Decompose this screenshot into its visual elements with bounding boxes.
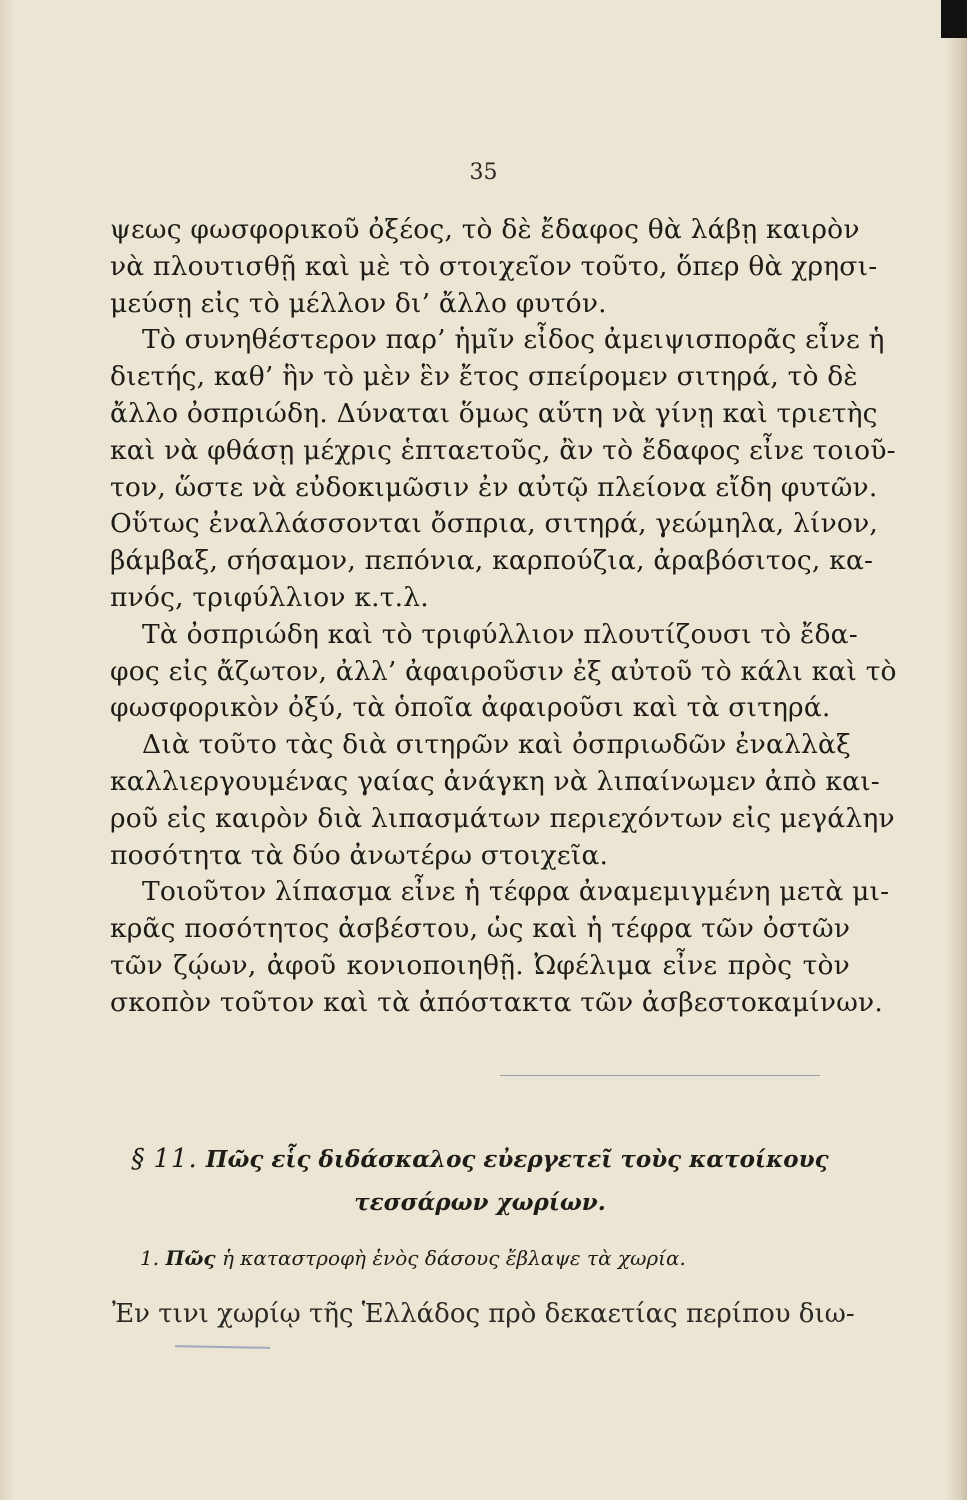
underline-mark [500,1075,820,1076]
text-line: σκοπὸν τοῦτον καὶ τὰ ἀπόστακτα τῶν ἀσβεστοκαμίνων. [110,986,883,1018]
text-line: Τὸ συνηθέστερον παρ’ ἡμῖν εἶδος ἀμειψισπορᾶς εἶνε ἡ [142,324,885,356]
text-line: Διὰ τοῦτο τὰς διὰ σιτηρῶν καὶ ὀσπριωδῶν ἐναλλὰξ [142,729,851,761]
text-line: ψεως φωσφορικοῦ ὀξέος, τὸ δὲ ἔδαφος θὰ λάβῃ καιρὸν [110,214,860,245]
text-line: κρᾶς ποσότητος ἀσβέστου, ὡς καὶ ἡ τέφρα τῶν ὀστῶν [110,913,851,945]
text-line: νὰ πλουτισθῇ καὶ μὲ τὸ στοιχεῖον τοῦτο, ὅπερ θὰ χρησι- [110,250,878,282]
text-line: καλλιεργουμένας γαίας ἀνάγκη νὰ λιπαίνωμεν ἀπὸ και- [110,765,880,797]
subsection-heading [140,1243,880,1273]
text-line: Τὰ ὀσπριώδη καὶ τὸ τριφύλλιον πλουτίζουσι τὸ ἔδα- [142,618,858,650]
text-line: καὶ νὰ φθάσῃ μέχρις ἑπταετοῦς, ἂν τὸ ἔδαφος εἶνε τοιοῦ- [110,434,896,466]
subsection-title-bold: Πῶς [165,1246,216,1270]
subsection-number: 1. [140,1246,160,1270]
text-line: πνός, τριφύλλιον κ.τ.λ. [110,581,429,613]
section-title-line-2: τεσσάρων χωρίων. [354,1189,606,1216]
section-number: 11. [153,1144,198,1174]
page-number: 35 [469,160,498,185]
ink-mark [175,1345,270,1349]
text-line: τῶν ζῴων, ἀφοῦ κονιοποιηθῇ. Ὠφέλιμα εἶνε πρὸς τὸν [110,949,850,981]
section-title-line-1: Πῶς εἷς διδάσκαλος εὐεργετεῖ τοὺς κατοίκους [205,1146,829,1173]
text-line: Οὕτως ἐναλλάσσονται ὄσπρια, σιτηρά, γεώμηλα, λίνον, [110,508,878,540]
text-line: ποσότητα τὰ δύο ἀνωτέρω στοιχεῖα. [110,839,609,871]
page-corner-shadow [941,0,967,38]
text-line: φος εἰς ἄζωτον, ἀλλ’ ἀφαιροῦσιν ἐξ αὐτοῦ τὸ κάλι καὶ τὸ [110,655,897,687]
page-right-edge [945,0,967,1500]
text-line: διετής, καθ’ ἣν τὸ μὲν ἓν ἔτος σπείρομεν σιτηρά, τὸ δὲ [110,361,858,393]
section-heading-line-1 [110,1138,850,1181]
text-line: φωσφορικὸν ὀξύ, τὰ ὁποῖα ἀφαιροῦσι καὶ τὰ σιτηρά. [110,692,831,724]
text-line: ροῦ εἰς καιρὸν διὰ λιπασμάτων περιεχόντων εἰς μεγάλην [110,802,895,834]
page-left-edge [0,0,14,1500]
subsection-title: ἡ καταστροφὴ ἑνὸς δάσους ἔβλαψε τὰ χωρία. [221,1246,686,1270]
text-line: τον, ὥστε νὰ εὐδοκιμῶσιν ἐν αὐτῷ πλείονα εἴδη φυτῶν. [110,471,878,503]
section-heading [110,1138,850,1224]
text-line: ἄλλο ὀσπριώδη. Δύναται ὅμως αὕτη νὰ γίνῃ καὶ τριετὴς [110,397,878,429]
text-line: Τοιοῦτον λίπασμα εἶνε ἡ τέφρα ἀναμεμιγμένη μετὰ μι- [142,876,890,908]
text-line: μεύσῃ εἰς τὸ μέλλον δι’ ἄλλο φυτόν. [110,287,607,319]
body-text [110,212,897,1022]
final-text-line: Ἐν τινι χωρίῳ τῆς Ἑλλάδος πρὸ δεκαετίας περίπου διω- [112,1299,855,1329]
section-symbol: § [131,1144,146,1174]
text-line: βάμβαξ, σήσαμον, πεπόνια, καρπούζια, ἀραβόσιτος, κα- [110,545,874,577]
